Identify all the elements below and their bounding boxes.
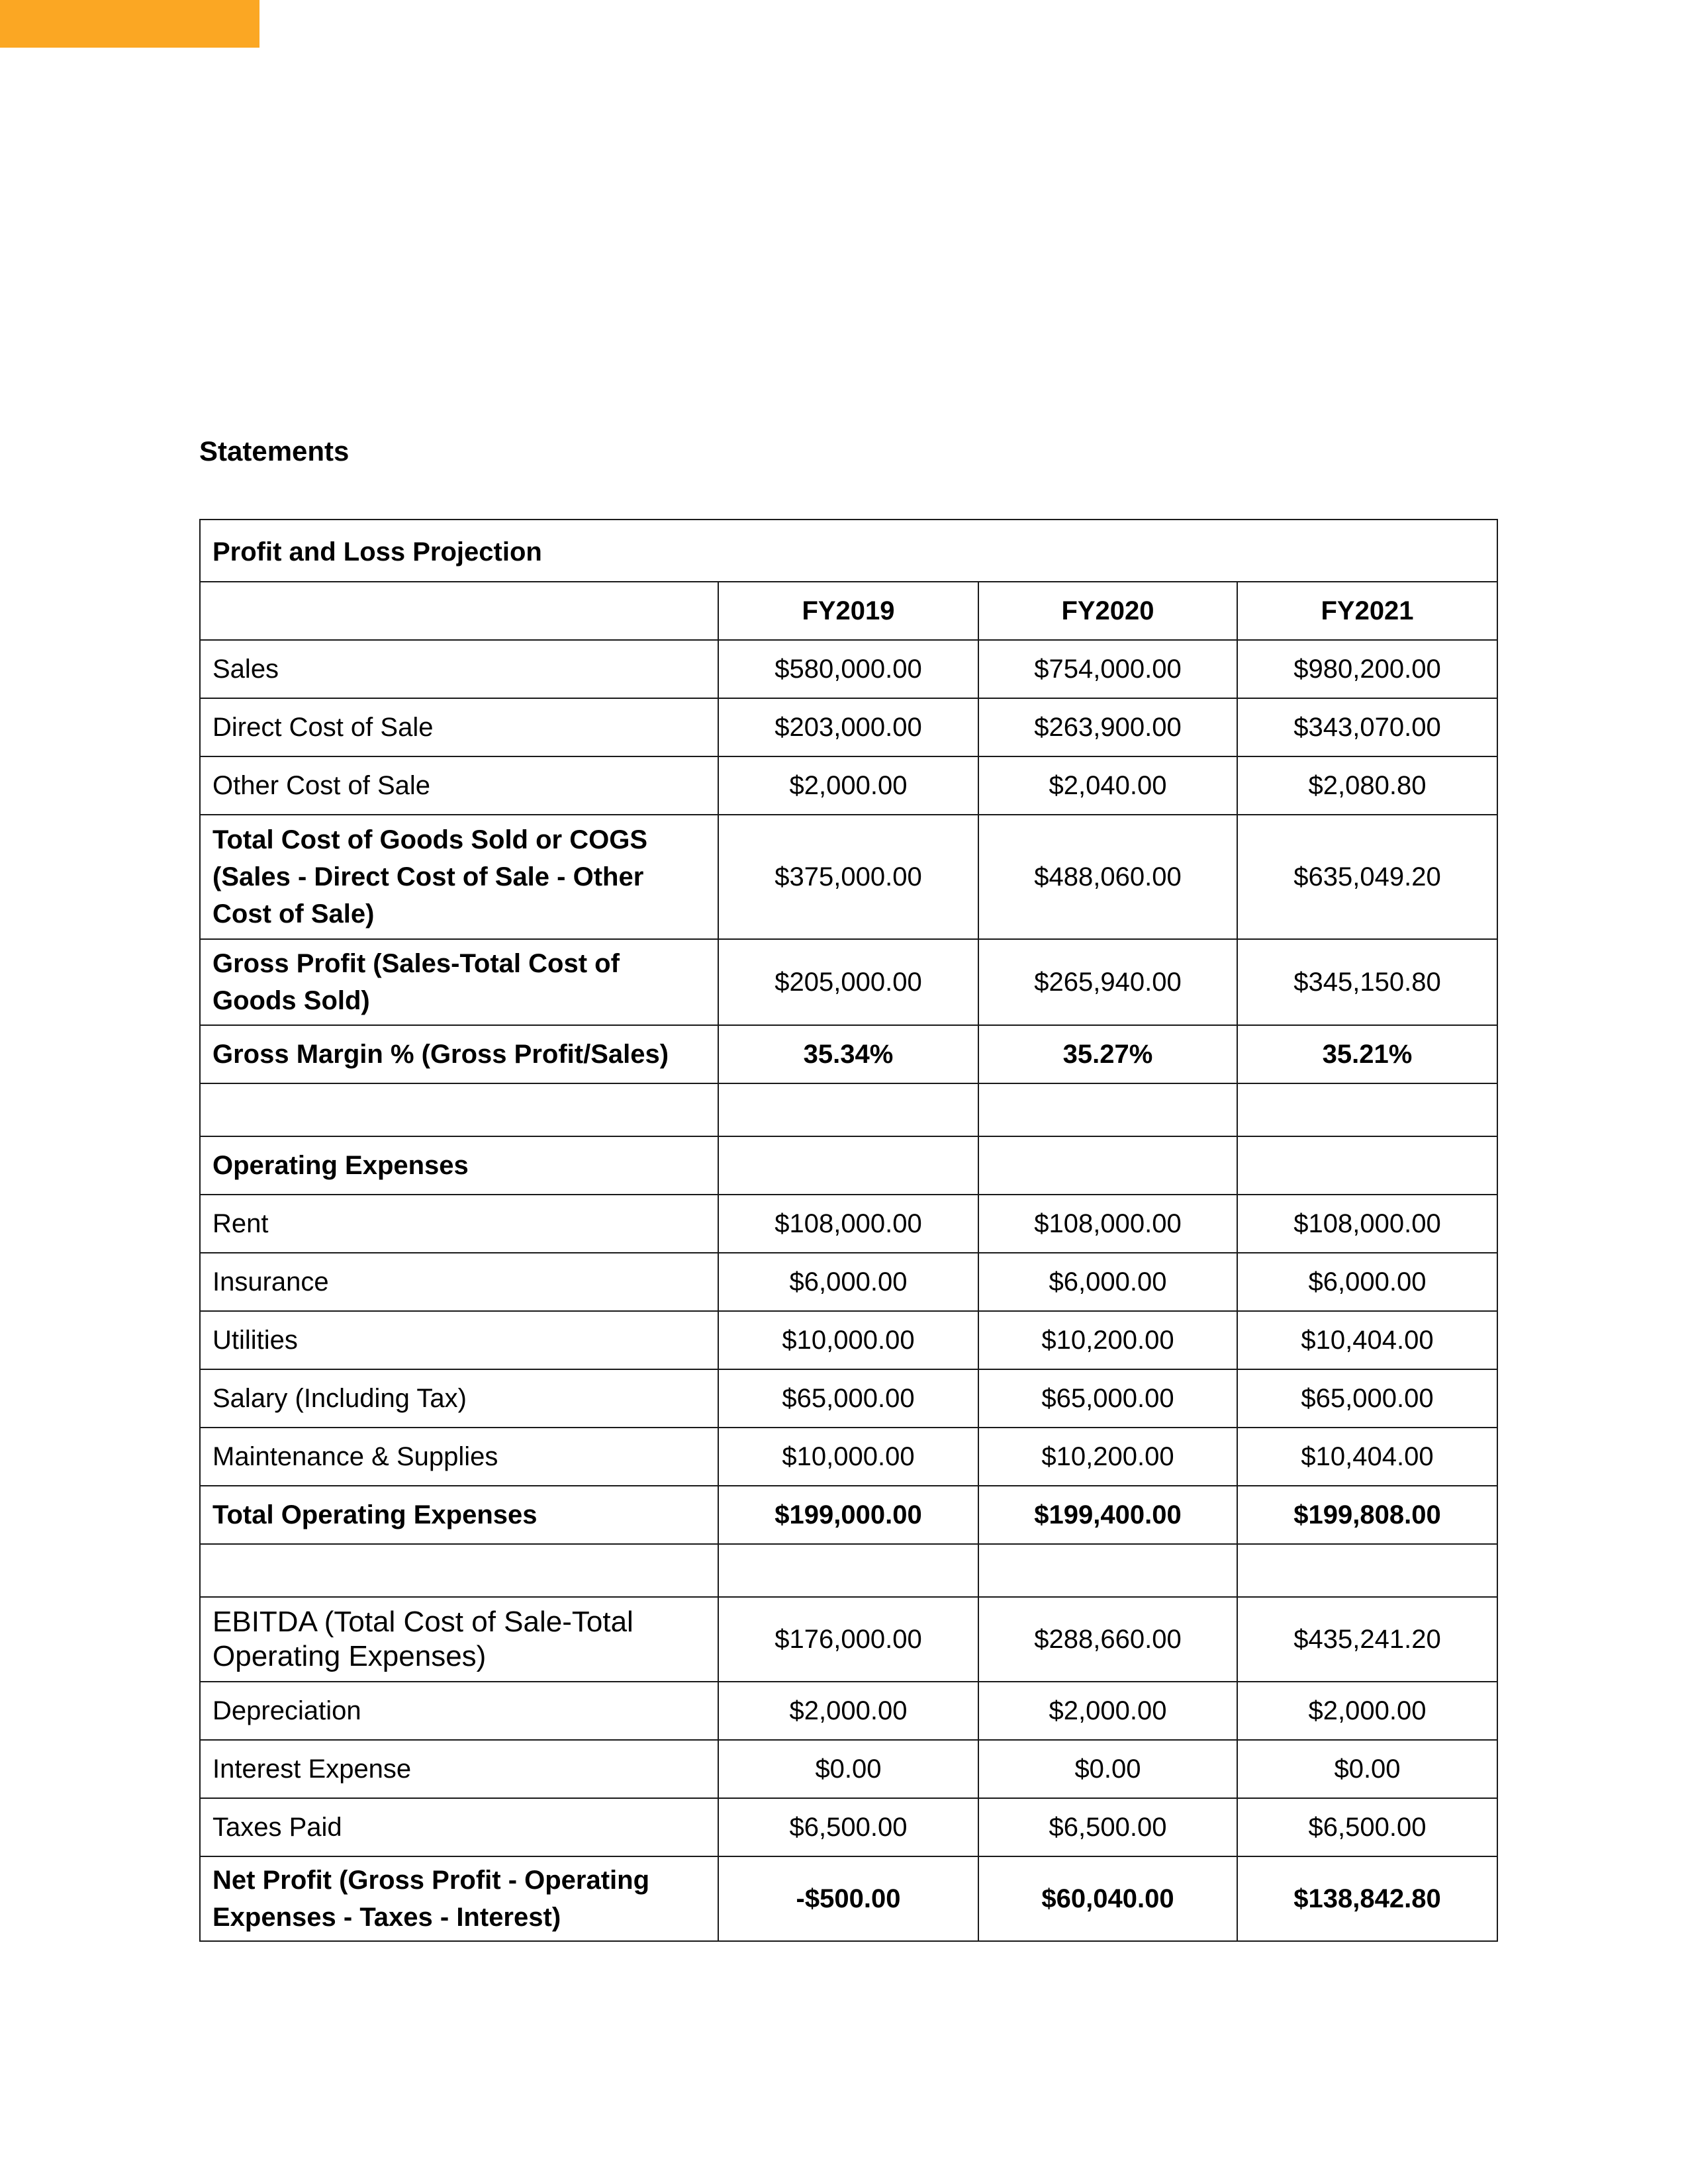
row-utilities — [200, 1311, 1497, 1369]
cell-value: $10,404.00 — [1237, 1428, 1497, 1486]
empty-cell — [200, 1083, 718, 1136]
row-label: Sales — [200, 640, 718, 698]
cell-value: $10,200.00 — [978, 1428, 1237, 1486]
row-label: Total Operating Expenses — [200, 1486, 718, 1544]
cell-value: $635,049.20 — [1237, 815, 1497, 939]
row-label: Net Profit (Gross Profit - Operating Expenses - Taxes - Interest) — [200, 1856, 718, 1941]
cell-value: $288,660.00 — [978, 1597, 1237, 1682]
column-header-fy2019: FY2019 — [718, 582, 978, 640]
row-label: Gross Profit (Sales-Total Cost of Goods Sold) — [200, 939, 718, 1025]
cell-value: $0.00 — [978, 1740, 1237, 1798]
cell-value: $205,000.00 — [718, 939, 978, 1025]
cell-value: $108,000.00 — [718, 1195, 978, 1253]
cell-value: $108,000.00 — [1237, 1195, 1497, 1253]
row-gross-margin — [200, 1025, 1497, 1083]
cell-value: $199,400.00 — [978, 1486, 1237, 1544]
cell-value: $6,500.00 — [718, 1798, 978, 1856]
row-label: Rent — [200, 1195, 718, 1253]
empty-cell — [978, 1083, 1237, 1136]
row-taxes-paid — [200, 1798, 1497, 1856]
row-label: Gross Margin % (Gross Profit/Sales) — [200, 1025, 718, 1083]
cell-value: $199,808.00 — [1237, 1486, 1497, 1544]
row-label: Other Cost of Sale — [200, 756, 718, 815]
empty-cell — [1237, 1083, 1497, 1136]
cell-value: $108,000.00 — [978, 1195, 1237, 1253]
cell-value: $10,200.00 — [978, 1311, 1237, 1369]
cell-value: $2,080.80 — [1237, 756, 1497, 815]
row-salary — [200, 1369, 1497, 1428]
row-label: Total Cost of Goods Sold or COGS (Sales - Direct Cost of Sale - Other Cost of Sale) — [200, 815, 718, 939]
row-label: Salary (Including Tax) — [200, 1369, 718, 1428]
row-net-profit — [200, 1856, 1497, 1941]
cell-value: $10,000.00 — [718, 1428, 978, 1486]
section-heading: Statements — [199, 435, 350, 467]
row-label: EBITDA (Total Cost of Sale-Total Operating Expenses) — [200, 1597, 718, 1682]
cell-value: $263,900.00 — [978, 698, 1237, 756]
cell-value: 35.21% — [1237, 1025, 1497, 1083]
cell-value: $10,404.00 — [1237, 1311, 1497, 1369]
row-gross-profit — [200, 939, 1497, 1025]
cell-value: $199,000.00 — [718, 1486, 978, 1544]
cell-value: $176,000.00 — [718, 1597, 978, 1682]
cell-value: $2,000.00 — [978, 1682, 1237, 1740]
cell-value: $488,060.00 — [978, 815, 1237, 939]
cell-value: $6,000.00 — [978, 1253, 1237, 1311]
cell-value: $10,000.00 — [718, 1311, 978, 1369]
cell-value: 35.27% — [978, 1025, 1237, 1083]
cell-value: $60,040.00 — [978, 1856, 1237, 1941]
cell-value: $6,500.00 — [978, 1798, 1237, 1856]
cell-value: $375,000.00 — [718, 815, 978, 939]
cell-value: 35.34% — [718, 1025, 978, 1083]
empty-cell — [200, 1544, 718, 1597]
row-label: Maintenance & Supplies — [200, 1428, 718, 1486]
cell-value: $6,000.00 — [718, 1253, 978, 1311]
cell-value: $2,000.00 — [718, 1682, 978, 1740]
column-header-fy2020: FY2020 — [978, 582, 1237, 640]
empty-cell — [718, 1083, 978, 1136]
empty-cell — [1237, 1544, 1497, 1597]
cell-value: $980,200.00 — [1237, 640, 1497, 698]
cell-value: $65,000.00 — [718, 1369, 978, 1428]
row-total-cogs — [200, 815, 1497, 939]
row-label: Taxes Paid — [200, 1798, 718, 1856]
table-title-row — [200, 520, 1497, 582]
cell-value: $2,000.00 — [1237, 1682, 1497, 1740]
cell-value: $65,000.00 — [978, 1369, 1237, 1428]
row-operating-expenses-heading — [200, 1136, 1497, 1195]
row-label: Depreciation — [200, 1682, 718, 1740]
cell-value: $754,000.00 — [978, 640, 1237, 698]
cell-value: $345,150.80 — [1237, 939, 1497, 1025]
header-accent-bar — [0, 0, 259, 48]
cell-value: $6,000.00 — [1237, 1253, 1497, 1311]
row-label: Direct Cost of Sale — [200, 698, 718, 756]
cell-value: $138,842.80 — [1237, 1856, 1497, 1941]
empty-cell — [718, 1544, 978, 1597]
column-header-fy2021: FY2021 — [1237, 582, 1497, 640]
cell-value: $343,070.00 — [1237, 698, 1497, 756]
row-insurance — [200, 1253, 1497, 1311]
row-label: Operating Expenses — [200, 1136, 718, 1195]
cell-value: $65,000.00 — [1237, 1369, 1497, 1428]
empty-cell — [978, 1544, 1237, 1597]
cell-value: $0.00 — [1237, 1740, 1497, 1798]
cell-value: $580,000.00 — [718, 640, 978, 698]
row-label: Utilities — [200, 1311, 718, 1369]
cell-value: $6,500.00 — [1237, 1798, 1497, 1856]
row-total-operating-expenses — [200, 1486, 1497, 1544]
row-ebitda — [200, 1597, 1497, 1682]
empty-cell — [978, 1136, 1237, 1195]
cell-value: $2,040.00 — [978, 756, 1237, 815]
row-sales — [200, 640, 1497, 698]
header-row — [200, 582, 1497, 640]
row-label: Interest Expense — [200, 1740, 718, 1798]
cell-value: $265,940.00 — [978, 939, 1237, 1025]
empty-cell — [1237, 1136, 1497, 1195]
row-direct-cost-of-sale — [200, 698, 1497, 756]
cell-value: $203,000.00 — [718, 698, 978, 756]
cell-value: $0.00 — [718, 1740, 978, 1798]
row-interest-expense — [200, 1740, 1497, 1798]
profit-loss-table — [199, 519, 1498, 1942]
empty-cell — [718, 1136, 978, 1195]
header-label-cell — [200, 582, 718, 640]
row-label: Insurance — [200, 1253, 718, 1311]
spacer-row — [200, 1544, 1497, 1597]
row-other-cost-of-sale — [200, 756, 1497, 815]
row-rent — [200, 1195, 1497, 1253]
row-maintenance-supplies — [200, 1428, 1497, 1486]
cell-value: $435,241.20 — [1237, 1597, 1497, 1682]
cell-value: $2,000.00 — [718, 756, 978, 815]
row-depreciation — [200, 1682, 1497, 1740]
spacer-row — [200, 1083, 1497, 1136]
table-title: Profit and Loss Projection — [200, 520, 1497, 582]
cell-value: -$500.00 — [718, 1856, 978, 1941]
